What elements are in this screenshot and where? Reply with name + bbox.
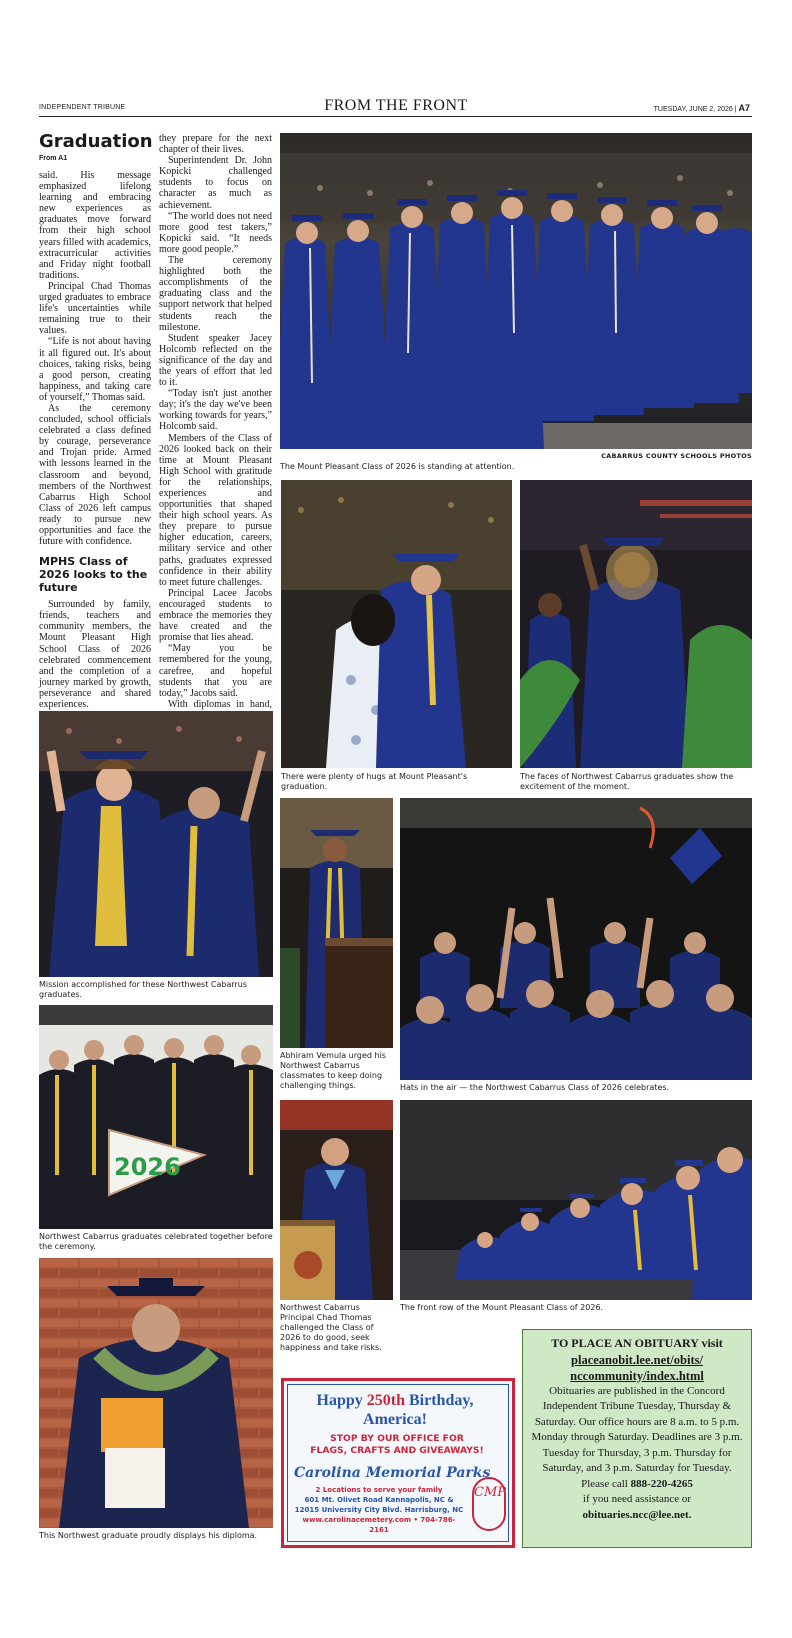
caption-diploma: This Northwest graduate proudly displays his diploma. bbox=[39, 1531, 258, 1540]
paragraph: they prepare for the next chapter of their lives. bbox=[159, 133, 272, 156]
obituary-title: TO PLACE AN OBITUARY visit bbox=[551, 1336, 723, 1350]
caption-hugs: There were plenty of hugs at Mount Pleasant's graduation. bbox=[281, 772, 468, 791]
photo-diploma bbox=[39, 1258, 273, 1528]
photo-mount-pleasant-standing bbox=[280, 133, 752, 449]
photo-credit: CABARRUS COUNTY SCHOOLS PHOTOS bbox=[601, 452, 752, 460]
ad-headline-250th: 250th bbox=[366, 1392, 405, 1409]
caption-group: Northwest Cabarrus graduates celebrated together before the ceremony. bbox=[39, 1232, 273, 1251]
article-column-1 bbox=[39, 170, 151, 766]
obituary-phone[interactable]: 888-220-4265 bbox=[630, 1477, 693, 1490]
photo-hugs bbox=[281, 480, 512, 768]
section-title: FROM THE FRONT bbox=[324, 97, 468, 114]
ad-offer-line: FLAGS, CRAFTS AND GIVEAWAYS! bbox=[310, 1445, 484, 1456]
pennant-year: 2026 bbox=[114, 1153, 181, 1181]
caption-hats: Hats in the air — the Northwest Cabarrus Class of 2026 celebrates. bbox=[400, 1083, 670, 1092]
ad-headline-america: America! bbox=[363, 1411, 427, 1428]
photo-hats-in-air bbox=[400, 798, 752, 1080]
paragraph: said. His message emphasized lifelong learning and embracing new experiences as graduates move forward from their high school years filled with academics, extracurricular activities and Friday night football traditions. bbox=[39, 170, 151, 281]
ad-offer bbox=[290, 1433, 504, 1457]
paragraph: Principal Lacee Jacobs encouraged students to embrace the memories they have created and the promise that lies ahead. bbox=[159, 587, 272, 644]
photo-abhiram-speaker bbox=[280, 798, 393, 1048]
caption-front-row: The front row of the Mount Pleasant Class of 2026. bbox=[400, 1303, 604, 1312]
ad-location-2: 12015 University City Blvd. Harrisburg, NC bbox=[294, 1506, 464, 1514]
obituary-call-label: Please call bbox=[581, 1477, 628, 1490]
caption-principal: Northwest Cabarrus Principal Chad Thomas challenged the Class of 2026 to do good, seek happiness and take risks. bbox=[280, 1303, 382, 1352]
paragraph: Student speaker Jacey Holcomb reflected on the significance of the day and the years of effort that led to it. bbox=[159, 332, 272, 389]
caption-mission: Mission accomplished for these Northwest Cabarrus graduates. bbox=[39, 980, 248, 999]
ad-headline-part: Birthday, bbox=[405, 1392, 474, 1409]
page-number: A7 bbox=[738, 103, 750, 113]
paragraph: With diplomas in hand, bbox=[168, 698, 272, 710]
ad-company: Carolina Memorial Parks bbox=[294, 1465, 491, 1481]
date-page: TUESDAY, JUNE 2, 2026 | A7 bbox=[653, 103, 750, 113]
obituary-body: Obituaries are published in the Concord Independent Tribune Tuesday, Thursday & Saturday. Our office hours are 8 a.m. to 5 p.m. Monday through Saturday. Deadlines are 3 p.m. Tuesday for Thursday, 3 p.m. Thursday for Saturday, and 3 p.m. Saturday for Tuesday. bbox=[531, 1384, 743, 1474]
caption-main: The Mount Pleasant Class of 2026 is standing at attention. bbox=[280, 462, 515, 471]
ad-logo: CMP bbox=[472, 1477, 506, 1531]
paragraph: As the ceremony concluded, school officials celebrated a class defined by courage, perseverance and Trojan pride. Armed with lessons learned in the classroom and beyond, members of the Northwest Cabarrus High School Class of 2026 left campus ready to pursue new opportunities and face the future with confidence. bbox=[39, 402, 151, 548]
photo-group-pennant bbox=[39, 1005, 273, 1229]
ad-locations bbox=[294, 1485, 464, 1535]
obituary-call bbox=[531, 1477, 743, 1493]
issue-date: TUESDAY, JUNE 2, 2026 bbox=[653, 106, 733, 113]
paper-name: INDEPENDENT TRIBUNE bbox=[39, 104, 126, 111]
ad-250th-birthday[interactable] bbox=[281, 1378, 515, 1548]
obituary-url-line-2[interactable]: nccommunity/index.html bbox=[570, 1368, 704, 1383]
obituary-email[interactable]: obituaries.ncc@lee.net. bbox=[582, 1508, 692, 1521]
obituary-url-line-1[interactable]: placeanobit.lee.net/obits/ bbox=[571, 1352, 703, 1367]
photo-faces bbox=[520, 480, 752, 768]
paragraph: Superintendent Dr. John Kopicki challenged students to focus on character as much as achievement. bbox=[159, 155, 272, 211]
paragraph: The ceremony highlighted both the accomplishments of the graduating class and the support network that helped students reach the milestone. bbox=[159, 255, 272, 333]
obituary-box bbox=[522, 1329, 752, 1548]
ad-offer-line: STOP BY OUR OFFICE FOR bbox=[330, 1433, 464, 1444]
paragraph: “Today isn't just another day; it's the day we've been working towards for years,” Holcomb said. bbox=[159, 388, 272, 433]
photo-principal bbox=[280, 1100, 393, 1300]
jump-line: From A1 bbox=[39, 155, 68, 162]
ad-headline bbox=[290, 1391, 500, 1429]
obituary-assist: if you need assistance or bbox=[582, 1493, 692, 1505]
paragraph: Members of the Class of 2026 looked back on their time at Mount Pleasant High School with gratitude for the relationships, experiences and opportunities that shaped their high school years. As they prepare to pursue higher education, careers, military service and other paths, graduates expressed confidence in their ability to meet future challenges. bbox=[159, 432, 272, 588]
subheading: MPHS Class of 2026 looks to the future bbox=[39, 555, 148, 595]
ad-headline-part: Happy bbox=[316, 1392, 367, 1409]
paragraph: “The world does not need more good test takers,” Kopicki said. “It needs more good people.” bbox=[159, 210, 272, 255]
paragraph: “May you be remembered for the young, carefree, and hopeful students that you are today,” Jacobs said. bbox=[159, 643, 272, 699]
photo-front-row bbox=[400, 1100, 752, 1300]
header-rule bbox=[39, 116, 752, 117]
caption-abhiram: Abhiram Vemula urged his Northwest Cabarrus classmates to keep doing challenging things. bbox=[280, 1051, 386, 1090]
caption-faces: The faces of Northwest Cabarrus graduates show the excitement of the moment. bbox=[520, 772, 734, 791]
ad-location-1: 601 Mt. Olivet Road Kannapolis, NC & bbox=[304, 1496, 454, 1504]
ad-website[interactable]: www.carolinacemetery.com • 704-786-2161 bbox=[302, 1516, 456, 1534]
paragraph: “Life is not about having it all figured out. It's about choices, taking risks, being a good person, creating happiness, and taking care of yourself,” Thomas said. bbox=[39, 336, 151, 403]
photo-mission-accomplished bbox=[39, 711, 273, 977]
headline: Graduation bbox=[39, 131, 153, 152]
ad-locations-title: 2 Locations to serve your family bbox=[315, 1486, 443, 1494]
paragraph: Principal Chad Thomas urged graduates to embrace life's uncertainties while remaining true to their values. bbox=[39, 280, 151, 337]
paragraph: Surrounded by family, friends, teachers and community members, the Mount Pleasant High School Class of 2026 celebrated commencement and the completion of a journey marked by growth, perseverance and shared experiences. bbox=[39, 599, 151, 711]
article-column-2 bbox=[159, 133, 272, 776]
